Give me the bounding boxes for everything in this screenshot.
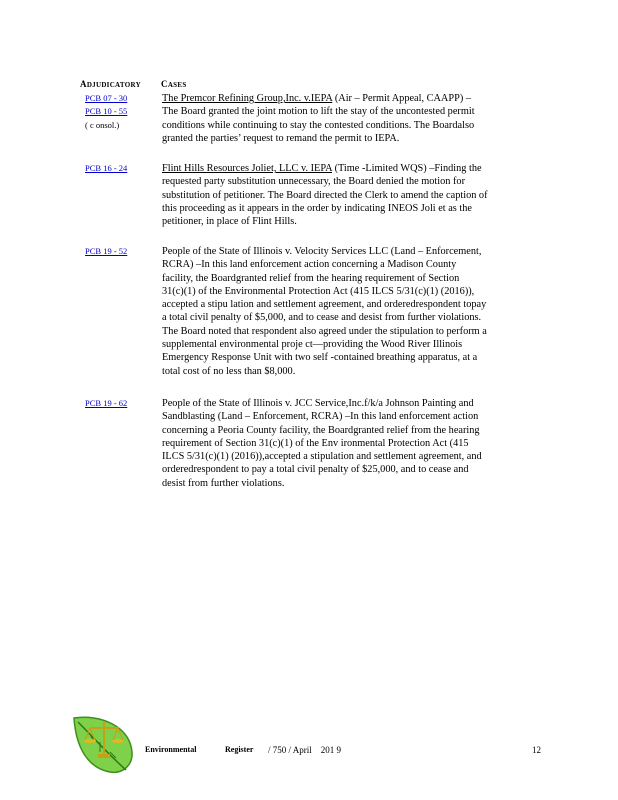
summary-line: this proceeding as it appears in the order by indicating INEOS Joli et as the [162,202,472,214]
case-link[interactable]: PCB 19 - 62 [85,398,128,408]
adjudicatory-heading [80,79,141,89]
page-footer [0,712,618,782]
case-summary [162,92,554,145]
case-link[interactable]: PCB 10 - 55 [85,106,128,117]
case-ids [85,162,155,175]
summary-line: People of the State of Illinois v. Velocity Services LLC (Land – Enforcement, [162,246,482,257]
case-link[interactable]: PCB 07 - 30 [85,93,128,103]
leaf-scales-logo-icon [70,712,140,776]
case-ids [85,245,155,258]
case-title: The Premcor Refining Group,Inc. v.IEPA [162,93,333,104]
heading-rest: DJUDICATORY [86,81,141,89]
summary-line: substitution of petitioner. The Board directed the Clerk to amend the caption of [162,189,488,201]
footer-issue: / 750 / April 201 9 [268,745,342,755]
summary-line: total cost of no less than $8,000. [162,365,296,377]
summary-line: orderedrespondent to pay a total civil penalty of $25,000, and to cease and [162,464,469,476]
footer-register: Register [225,745,254,754]
summary-line: supplemental environmental proje ct—providing the Wood River Illinois [162,339,463,351]
summary-line: desist from further violations. [162,477,285,489]
summary-line: requested party substitution unnecessary, the Board denied the motion for [162,176,466,188]
cases-heading [161,79,187,89]
case-summary [162,245,554,378]
case-summary [162,162,554,228]
case-title: Flint Hills Resources Joliet, LLC v. IEPA [162,163,332,174]
case-link[interactable]: PCB 19 - 52 [85,246,128,256]
case-ids [85,397,155,410]
case-ids [85,92,155,132]
summary-line: Emergency Response Unit with two self -contained breathing apparatus, at a [162,352,478,364]
summary-line: petitioner, in place of Flint Hills. [162,216,297,228]
consolidated-note: ( c onsol.) [85,119,120,130]
summary-line: The Board granted the joint motion to lift the stay of the uncontested permit [162,106,475,118]
summary-line: ILCS 5/31(c)(1) (2016)),accepted a stipulation and settlement agreement, and [162,451,482,463]
case-summary [162,397,554,490]
summary-line: RCRA) –In this land enforcement action concerning a Madison County [162,259,457,271]
summary-line: concerning a Peoria County facility, the Boardgranted relief from the hearing [162,424,480,436]
summary-line: facility, the Boardgranted relief from the hearing requirement of Section [162,272,460,284]
summary-line: conditions while continuing to stay the contested conditions. The Boardalso [162,119,475,131]
summary-line: granted the parties’ request to remand the permit to IEPA. [162,132,400,144]
summary-line: a total civil penalty of $5,000, and to cease and desist from further violations. [162,312,482,324]
summary-line: (Time -Limited WQS) –Finding the [332,163,482,174]
case-link[interactable]: PCB 16 - 24 [85,163,128,173]
heading-cap: C [161,79,168,89]
summary-line: requirement of Section 31(c)(1) of the Env ironmental Protection Act (415 [162,437,469,449]
page-number: 12 [532,745,541,755]
summary-line: People of the State of Illinois v. JCC Service,Inc.f/k/a Johnson Painting and [162,398,474,409]
footer-title: Environmental [145,745,197,754]
summary-line: Sandblasting (Land – Enforcement, RCRA) –In this land enforcement action [162,411,479,423]
summary-line: accepted a stipu lation and settlement agreement, and orderedrespondent topay [162,299,487,311]
summary-line: The Board noted that respondent also agreed under the stipulation to perform a [162,325,487,337]
summary-line: 31(c)(1) of the Environmental Protection Act (415 ILCS 5/31(c)(1) (2016)), [162,285,475,297]
heading-cap: A [80,79,87,89]
summary-line: (Air – Permit Appeal, CAAPP) – [332,93,471,104]
heading-rest: ASES [167,81,187,89]
